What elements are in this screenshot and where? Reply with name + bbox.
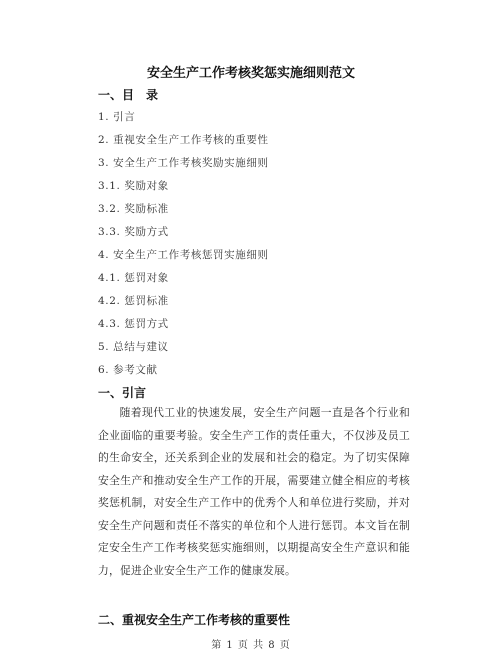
toc-item: 4.2. 惩罚标准 <box>98 295 169 307</box>
introduction-paragraph: 随着现代工业的快速发展，安全生产问题一直是各个行业和企业面临的重要考验。安全生产工作的责任重大，不仅涉及员工的生命安全，还关系到企业的发展和社会的稳定。为了切实保障安全生产和推动安全生产工作的开展，需要建立健全相应的考核奖惩机制，对安全生产工作中的优秀个人和单位进行奖励，并对安全生产问题和责任不落实的单位和个人进行惩罚。本文旨在制定安全生产工作考核奖惩实施细则，以期提高安全生产意识和能力，促进企业安全生产工作的健康发展。 <box>98 406 410 577</box>
toc-item: 3.3. 奖励方式 <box>98 226 169 238</box>
toc-item: 3.1. 奖励对象 <box>98 180 169 192</box>
toc-item: 5. 总结与建议 <box>98 341 169 353</box>
toc-item: 1. 引言 <box>98 111 136 123</box>
toc-item: 2. 重视安全生产工作考核的重要性 <box>98 134 269 146</box>
toc-item: 3. 安全生产工作考核奖励实施细则 <box>98 157 269 169</box>
toc-item: 4.3. 惩罚方式 <box>98 318 169 330</box>
document-title: 安全生产工作考核奖惩实施细则范文 <box>146 66 355 81</box>
section-heading-importance: 二、重视安全生产工作考核的重要性 <box>98 613 291 627</box>
toc-heading: 一、目 录 <box>98 88 159 102</box>
toc-item: 4.1. 惩罚对象 <box>98 272 169 284</box>
toc-item: 6. 参考文献 <box>98 364 158 376</box>
section-heading-introduction: 一、引言 <box>98 386 147 400</box>
page-number-footer: 第 1 页 共 8 页 <box>211 640 291 651</box>
toc-item: 4. 安全生产工作考核惩罚实施细则 <box>98 249 269 261</box>
toc-item: 3.2. 奖励标准 <box>98 203 169 215</box>
